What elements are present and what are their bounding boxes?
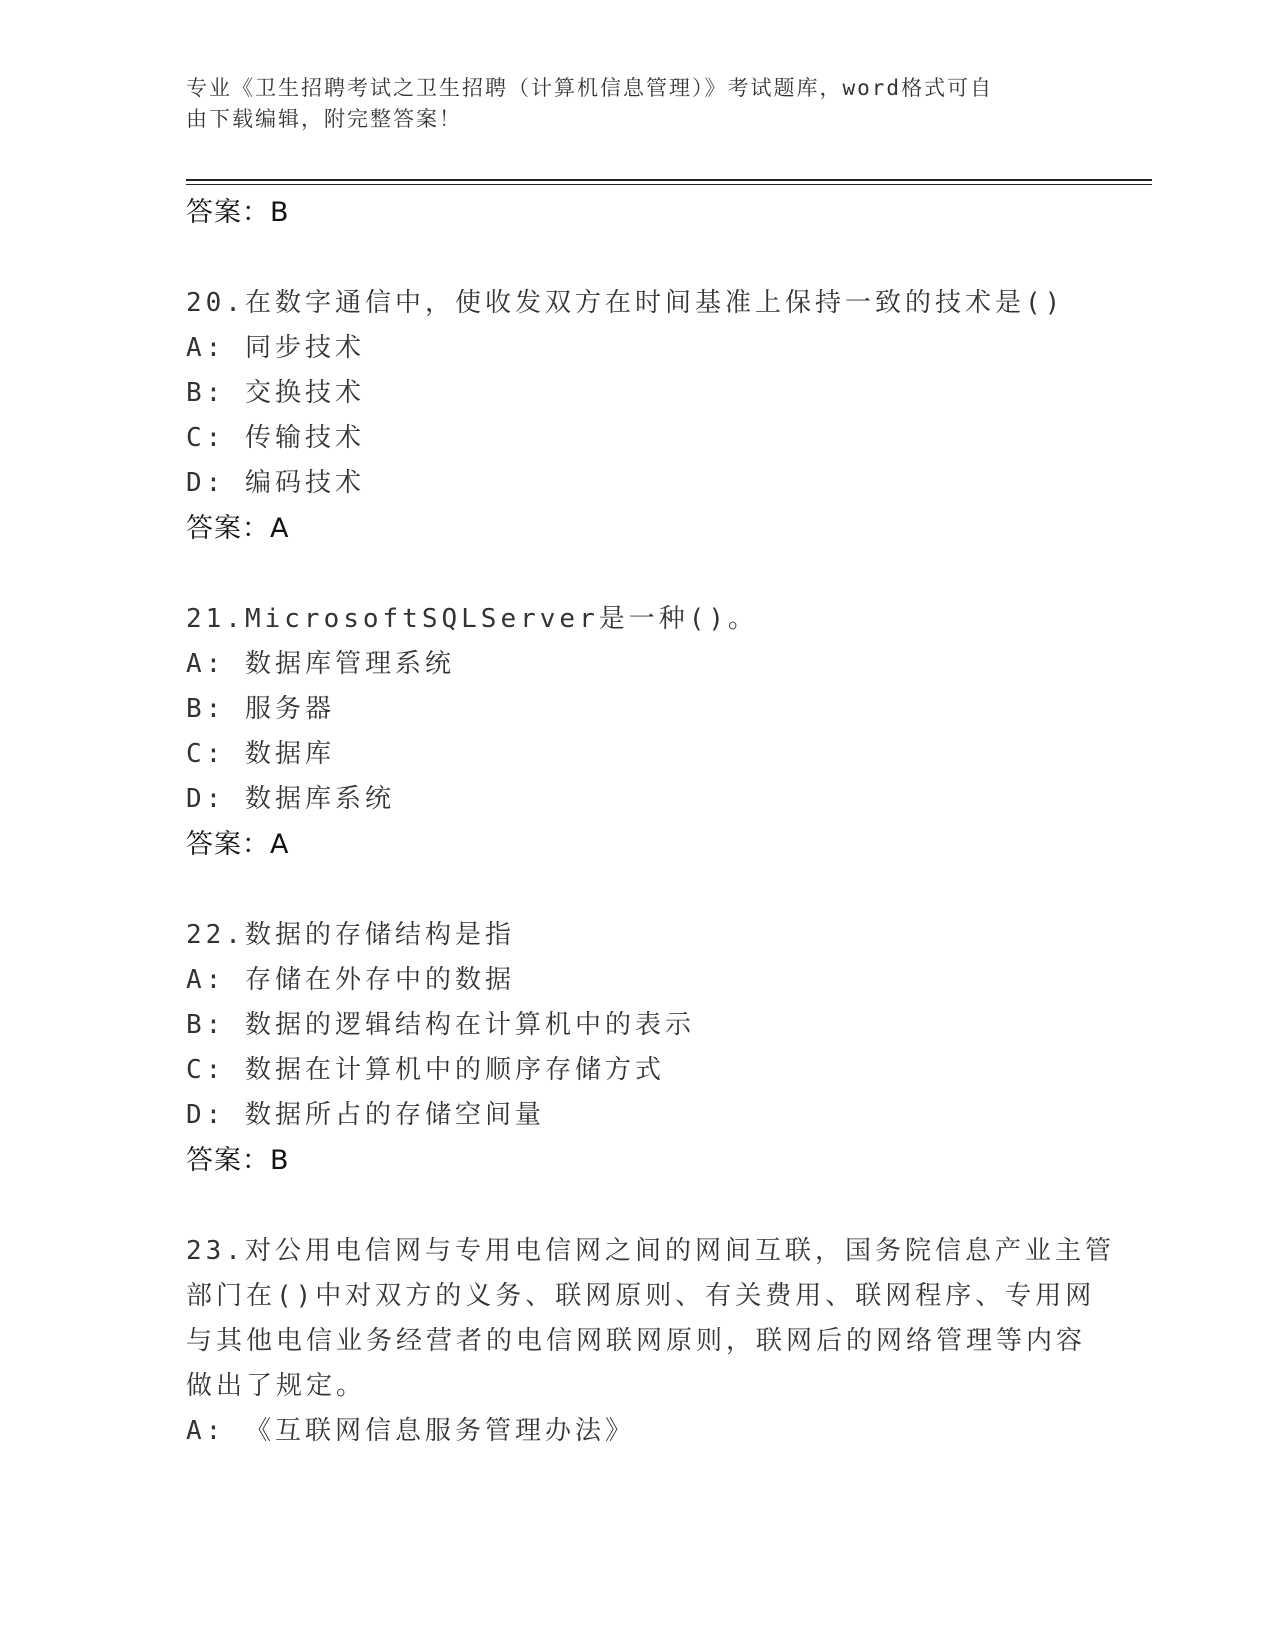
- option-b: B: 数据的逻辑结构在计算机中的表示: [186, 1010, 695, 1040]
- question-stem-line-3: 与其他电信业务经营者的电信网联网原则，联网后的网络管理等内容: [186, 1326, 1087, 1356]
- option-d: D: 数据所占的存储空间量: [186, 1100, 545, 1130]
- question-stem-line-4: 做出了规定。: [186, 1371, 367, 1401]
- question-23: [186, 1229, 1115, 1454]
- header-divider-thick: [186, 179, 1152, 181]
- question-stem: 22.数据的存储结构是指: [186, 920, 515, 950]
- header-line-1: 专业《卫生招聘考试之卫生招聘（计算机信息管理）》考试题库，word格式可自: [186, 76, 994, 100]
- question-20: [186, 281, 1086, 551]
- question-stem-line-1: 23.对公用电信网与专用电信网之间的网间互联，国务院信息产业主管: [186, 1236, 1115, 1266]
- option-c: C: 数据库: [186, 739, 335, 769]
- answer-line: 答案：A: [186, 829, 290, 860]
- question-list: [186, 190, 1115, 1454]
- question-stem-line-2: 部门在()中对双方的义务、联网原则、有关费用、联网程序、专用网: [186, 1281, 1096, 1311]
- option-b: B: 服务器: [186, 694, 335, 724]
- question-22: [186, 913, 1086, 1183]
- document-header: [186, 73, 1066, 135]
- header-divider-thin: [186, 184, 1152, 185]
- question-21: [186, 597, 1086, 867]
- option-a: A: 数据库管理系统: [186, 649, 455, 679]
- option-c: C: 传输技术: [186, 423, 365, 453]
- option-d: D: 数据库系统: [186, 784, 395, 814]
- option-d: D: 编码技术: [186, 468, 365, 498]
- option-a: A: 同步技术: [186, 333, 365, 363]
- answer-line: 答案：B: [186, 197, 290, 228]
- answer-line: 答案：B: [186, 1145, 290, 1176]
- option-b: B: 交换技术: [186, 378, 365, 408]
- answer-line: 答案：A: [186, 513, 290, 544]
- option-a: A: 《互联网信息服务管理办法》: [186, 1416, 635, 1446]
- option-a: A: 存储在外存中的数据: [186, 965, 515, 995]
- option-c: C: 数据在计算机中的顺序存储方式: [186, 1055, 665, 1085]
- header-line-2: 由下载编辑，附完整答案！: [186, 107, 462, 131]
- question-stem: 21.MicrosoftSQLServer是一种()。: [186, 604, 759, 634]
- question-stem: 20.在数字通信中，使收发双方在时间基准上保持一致的技术是(): [186, 288, 1065, 318]
